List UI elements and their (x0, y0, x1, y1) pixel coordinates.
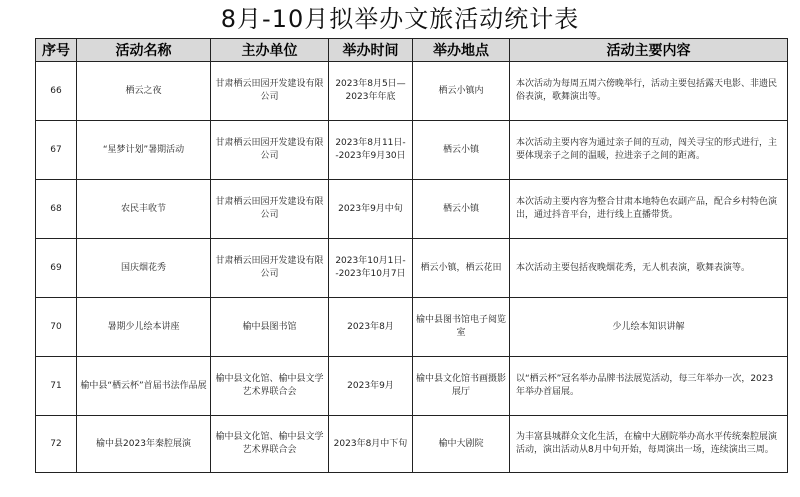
cell-time: 2023年8月 (329, 298, 413, 357)
cell-no: 71 (36, 357, 77, 416)
cell-time: 2023年9月中旬 (329, 180, 413, 239)
cell-content: 本次活动主要内容为整合甘肃本地特色农副产品，配合乡村特色演出，通过抖音平台，进行线上直播带货。 (510, 180, 788, 239)
cell-no: 69 (36, 239, 77, 298)
cell-content: 为丰富县城群众文化生活，在榆中大剧院举办高水平传统秦腔展演活动，演出活动从8月中旬开始，每周演出一场，连续演出三周。 (510, 416, 788, 473)
cell-host: 甘肃栖云田园开发建设有限公司 (211, 180, 329, 239)
cell-content: 少儿绘本知识讲解 (510, 298, 788, 357)
header-activity-name: 活动名称 (77, 39, 211, 62)
cell-no: 68 (36, 180, 77, 239)
cell-host: 榆中县文化馆、榆中县文学艺术界联合会 (211, 416, 329, 473)
cell-host: 榆中县文化馆、榆中县文学艺术界联合会 (211, 357, 329, 416)
table-header-row (36, 39, 788, 62)
table-row (36, 239, 788, 298)
header-place: 举办地点 (413, 39, 510, 62)
table-row (36, 298, 788, 357)
cell-time: 2023年8月11日--2023年9月30日 (329, 121, 413, 180)
cell-content: 本次活动主要内容为通过亲子间的互动，闯关寻宝的形式进行，主要体现亲子之间的温暖，拉进亲子之间的距离。 (510, 121, 788, 180)
table-row (36, 121, 788, 180)
table-row (36, 357, 788, 416)
cell-place: 栖云小镇 (413, 180, 510, 239)
cell-no: 70 (36, 298, 77, 357)
cell-no: 67 (36, 121, 77, 180)
cell-content: 以“栖云杯”冠名举办品牌书法展览活动，每三年举办一次，2023年举办首届展。 (510, 357, 788, 416)
header-no: 序号 (36, 39, 77, 62)
cell-place: 栖云小镇，栖云花田 (413, 239, 510, 298)
cell-host: 甘肃栖云田园开发建设有限公司 (211, 121, 329, 180)
cell-no: 66 (36, 62, 77, 121)
cell-time: 2023年8月5日—2023年年底 (329, 62, 413, 121)
cell-no: 72 (36, 416, 77, 473)
cell-name: 榆中县2023年秦腔展演 (77, 416, 211, 473)
cell-place: 榆中大剧院 (413, 416, 510, 473)
cell-place: 榆中县图书馆电子阅览室 (413, 298, 510, 357)
cell-time: 2023年8月中下旬 (329, 416, 413, 473)
header-host: 主办单位 (211, 39, 329, 62)
cell-name: 暑期少儿绘本讲座 (77, 298, 211, 357)
cell-content: 本次活动为每周五周六傍晚举行，活动主要包括露天电影、非遗民俗表演，歌舞演出等。 (510, 62, 788, 121)
table-row (36, 416, 788, 473)
cell-name: “星梦计划”暑期活动 (77, 121, 211, 180)
cell-host: 榆中县图书馆 (211, 298, 329, 357)
table-row (36, 180, 788, 239)
cell-name: 栖云之夜 (77, 62, 211, 121)
page-title: 8月-10月拟举办文旅活动统计表 (220, 5, 580, 33)
header-time: 举办时间 (329, 39, 413, 62)
cell-place: 栖云小镇内 (413, 62, 510, 121)
cell-content: 本次活动主要包括夜晚烟花秀，无人机表演，歌舞表演等。 (510, 239, 788, 298)
cell-name: 农民丰收节 (77, 180, 211, 239)
cell-place: 栖云小镇 (413, 121, 510, 180)
cell-host: 甘肃栖云田园开发建设有限公司 (211, 239, 329, 298)
cell-name: 国庆烟花秀 (77, 239, 211, 298)
cell-name: 榆中县“栖云杯”首届书法作品展 (77, 357, 211, 416)
table-row (36, 62, 788, 121)
cell-host: 甘肃栖云田园开发建设有限公司 (211, 62, 329, 121)
cell-time: 2023年10月1日--2023年10月7日 (329, 239, 413, 298)
header-content: 活动主要内容 (510, 39, 788, 62)
cell-place: 榆中县文化馆书画摄影展厅 (413, 357, 510, 416)
activity-table (35, 38, 788, 473)
cell-time: 2023年9月 (329, 357, 413, 416)
